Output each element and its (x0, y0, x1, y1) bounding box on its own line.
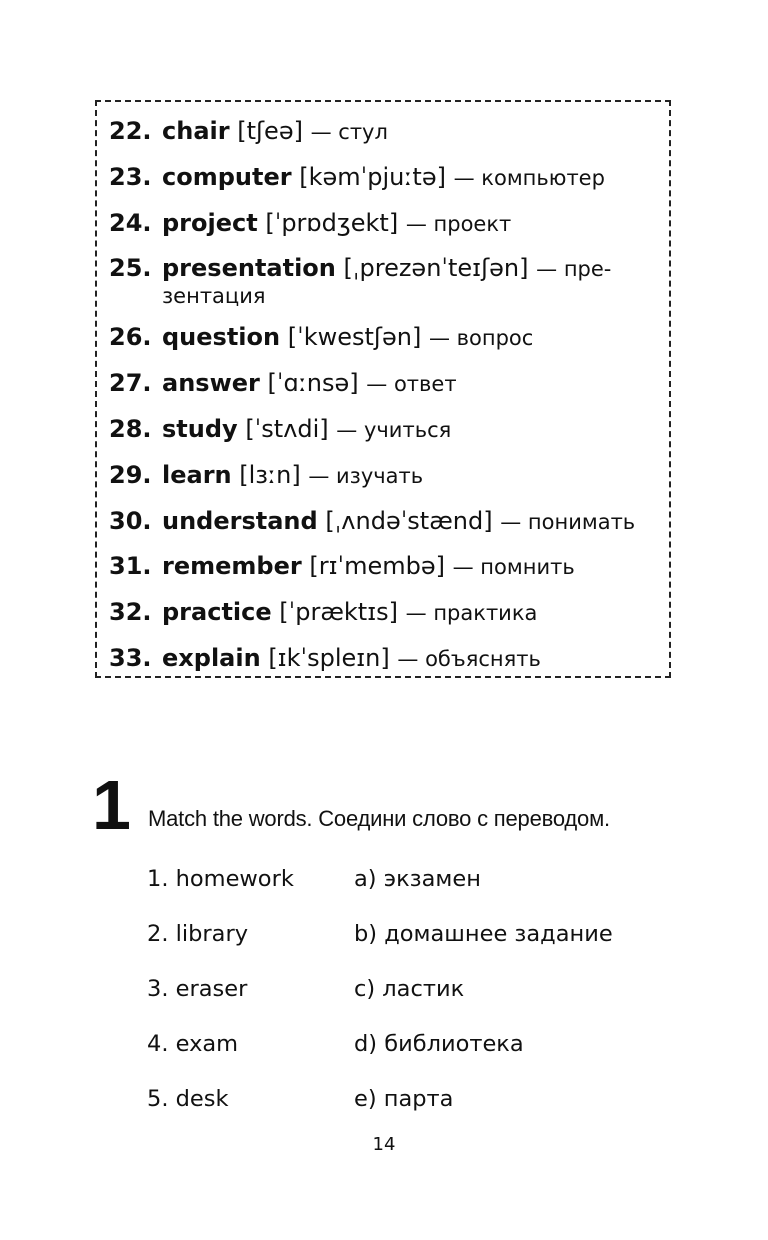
english-word: presentation (162, 254, 336, 283)
transcription: [ˈstʌdi] (245, 414, 329, 443)
translation: — стул (310, 120, 388, 144)
item-number: 25. (109, 254, 152, 283)
vocab-item (109, 322, 661, 353)
vocab-item (109, 116, 661, 147)
exercise-number: 1 (92, 766, 131, 844)
page-number: 14 (372, 1134, 396, 1155)
translation: — вопрос (428, 326, 534, 351)
english-word: explain (162, 643, 261, 672)
translation: — пре- (536, 257, 612, 282)
russian-term: b) домашнее задание (354, 921, 613, 947)
item-number: 28. (109, 414, 152, 443)
vocab-item (109, 597, 661, 628)
english-word: chair (162, 117, 230, 145)
match-row (147, 976, 464, 1002)
vocab-item (109, 414, 661, 445)
vocabulary-list (109, 116, 661, 689)
translation: — проект (405, 211, 512, 236)
translation-continuation: зентация (162, 284, 266, 309)
russian-term: c) ластик (354, 976, 465, 1002)
match-row (147, 866, 481, 892)
vocab-item (109, 643, 661, 674)
vocab-item (109, 253, 661, 310)
item-number: 24. (109, 208, 152, 237)
english-word: learn (162, 460, 232, 489)
transcription: [ˈpræktɪs] (279, 598, 399, 627)
vocab-item (109, 368, 661, 399)
translation: — ответ (366, 372, 457, 397)
vocab-item (109, 208, 661, 239)
transcription: [rɪˈmembə] (309, 552, 445, 581)
transcription: [ɪkˈspleɪn] (268, 643, 390, 672)
transcription: [lɜːn] (239, 460, 301, 489)
item-number: 22. (109, 117, 152, 145)
match-row (147, 1086, 453, 1112)
english-term: 2. library (147, 921, 249, 947)
russian-term: d) библиотека (354, 1031, 524, 1057)
english-word: understand (162, 506, 318, 535)
english-word: project (162, 208, 258, 237)
translation: — практика (405, 601, 538, 626)
vocab-item (109, 506, 661, 537)
vocabulary-box (95, 100, 671, 678)
match-row (147, 921, 613, 947)
transcription: [ˌʌndəˈstænd] (325, 506, 493, 535)
vocab-item (109, 460, 661, 491)
match-row (147, 1031, 524, 1057)
translation: — учиться (336, 417, 452, 442)
vocab-item (109, 162, 661, 193)
item-number: 26. (109, 323, 152, 352)
english-term: 1. homework (147, 866, 294, 892)
item-number: 33. (109, 643, 152, 672)
english-term: 3. eraser (147, 976, 248, 1002)
transcription: [kəmˈpjuːtə] (299, 162, 446, 191)
item-number: 27. (109, 369, 152, 398)
vocab-item (109, 551, 661, 582)
translation: — изучать (308, 463, 424, 488)
english-word: practice (162, 598, 272, 627)
exercise-instruction: Match the words. Соедини слово с переводом. (148, 806, 610, 831)
transcription: [tʃeə] (237, 117, 303, 145)
english-word: remember (162, 552, 302, 581)
russian-term: a) экзамен (354, 866, 481, 892)
english-word: computer (162, 162, 292, 191)
exercise-section (92, 766, 712, 1130)
transcription: [ˈkwestʃən] (287, 323, 422, 352)
translation: — понимать (500, 509, 636, 534)
item-number: 23. (109, 162, 152, 191)
english-term: 4. exam (147, 1031, 239, 1057)
english-word: study (162, 414, 238, 443)
english-word: question (162, 323, 281, 352)
translation: — компьютер (453, 165, 605, 190)
item-number: 30. (109, 506, 152, 535)
english-term: 5. desk (147, 1086, 229, 1112)
item-number: 31. (109, 552, 152, 581)
transcription: [ˈprɒdʒekt] (265, 208, 399, 237)
transcription: [ˈɑːnsə] (267, 369, 359, 398)
transcription: [ˌprezənˈteɪʃən] (343, 254, 529, 283)
item-number: 29. (109, 460, 152, 489)
translation: — помнить (452, 555, 575, 580)
translation: — объяснять (397, 646, 541, 671)
english-word: answer (162, 369, 260, 398)
russian-term: e) парта (354, 1086, 454, 1112)
item-number: 32. (109, 598, 152, 627)
